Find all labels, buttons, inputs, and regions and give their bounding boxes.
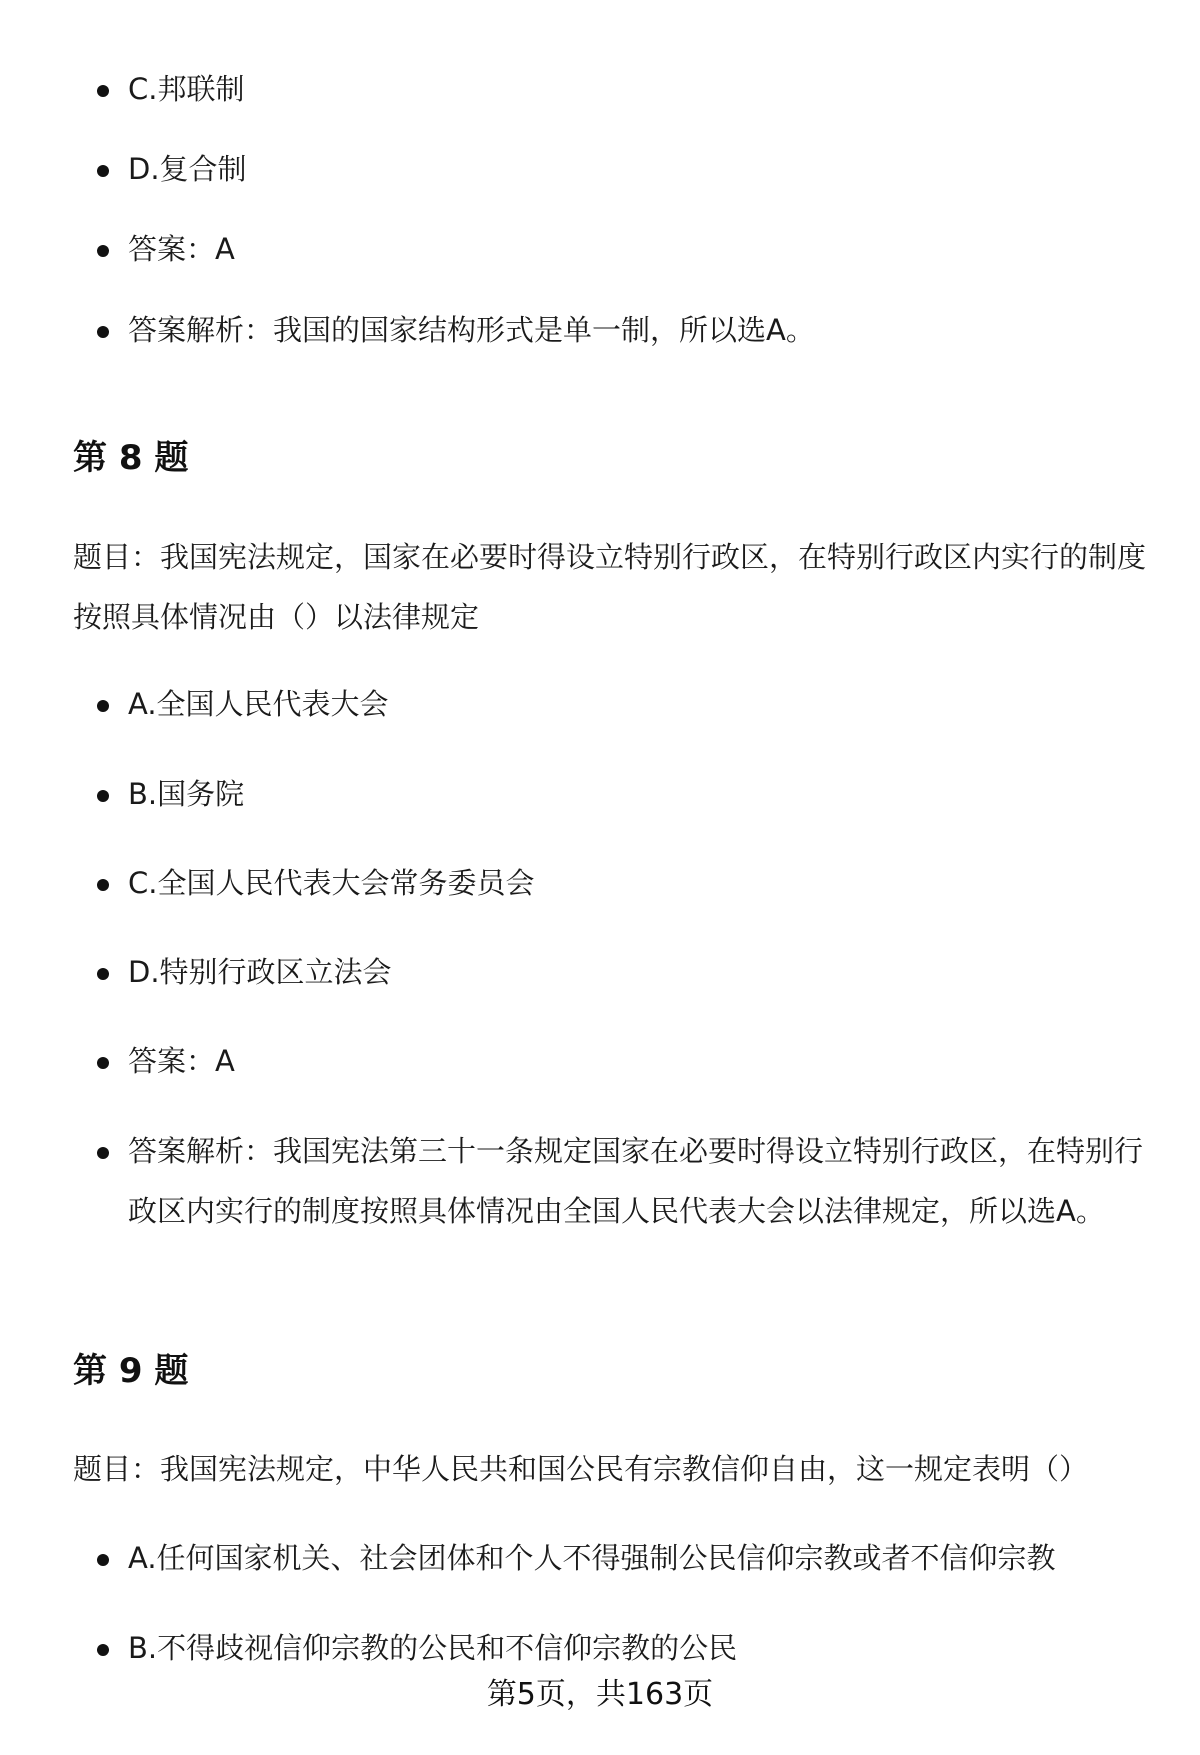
- q9-question: 题目：我国宪法规定，中华人民共和国公民有宗教信仰自由，这一规定表明（）: [73, 1452, 1089, 1486]
- q8-heading: 第 8 题: [73, 438, 189, 478]
- q8-option-c: C.全国人民代表大会常务委员会: [128, 853, 1148, 913]
- q9-option-a: A.任何国家机关、社会团体和个人不得强制公民信仰宗教或者不信仰宗教: [128, 1528, 1148, 1588]
- q8-question: 题目：我国宪法规定，国家在必要时得设立特别行政区，在特别行政区内实行的制度按照具体情况由（）以法律规定: [73, 540, 1147, 634]
- q9-heading: 第 9 题: [73, 1351, 189, 1391]
- q8-analysis: 答案解析：我国宪法第三十一条规定国家在必要时得设立特别行政区，在特别行政区内实行的制度按照具体情况由全国人民代表大会以法律规定，所以选A。: [128, 1121, 1148, 1241]
- q7-option-c: C.邦联制: [128, 59, 1148, 119]
- q7-analysis: 答案解析：我国的国家结构形式是单一制，所以选A。: [128, 300, 1148, 360]
- q7-option-d: D.复合制: [128, 139, 1148, 199]
- q9-option-b: B.不得歧视信仰宗教的公民和不信仰宗教的公民: [128, 1618, 1148, 1678]
- q8-option-d: D.特别行政区立法会: [128, 942, 1148, 1002]
- q8-option-b: B.国务院: [128, 764, 1148, 824]
- page-footer: 第5页，共163页: [486, 1677, 714, 1712]
- q8-answer: 答案：A: [128, 1031, 1148, 1091]
- q8-option-a: A.全国人民代表大会: [128, 674, 1148, 734]
- q7-answer: 答案：A: [128, 219, 1148, 279]
